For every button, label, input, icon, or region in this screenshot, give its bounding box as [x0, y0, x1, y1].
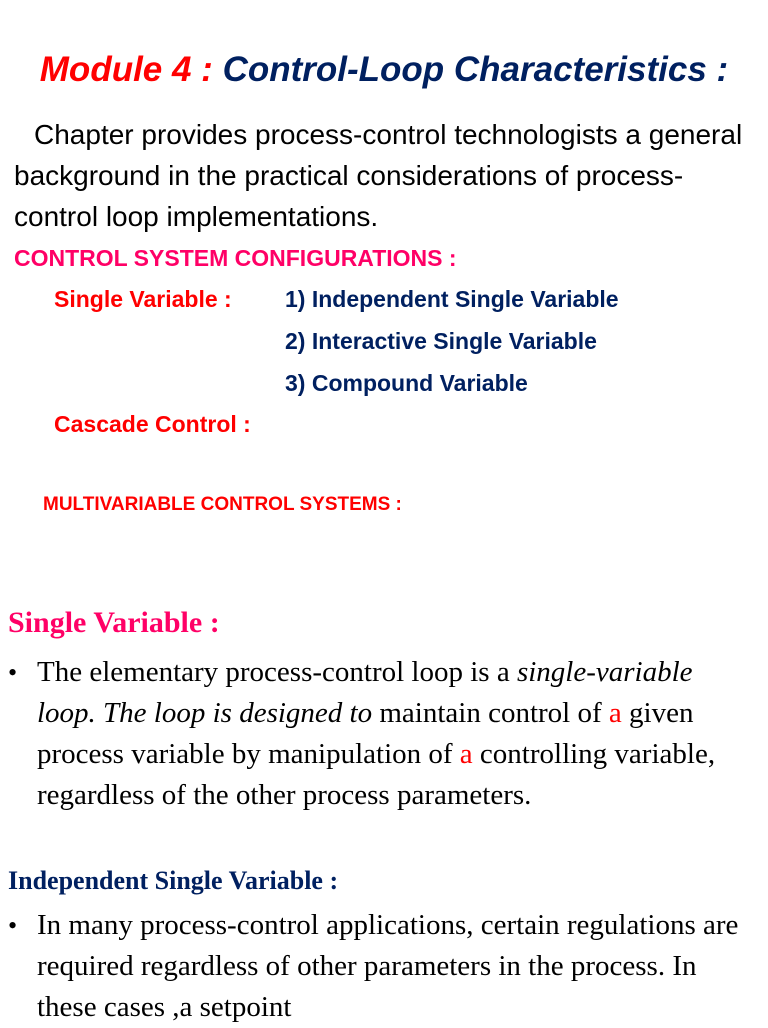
title-module: Module 4 :	[39, 50, 213, 89]
bullet-dot: •	[8, 911, 18, 940]
bullet-text-part: given process variable by manipulation of	[37, 697, 694, 770]
independent-single-variable-heading: Independent Single Variable :	[8, 866, 339, 895]
independent-bullet	[8, 905, 758, 1028]
cascade-control-label: Cascade Control :	[54, 411, 251, 437]
page-title	[0, 50, 768, 90]
bullet-text: In many process-control applications, certain regulations are required regardless of other parameters in the process. In these cases ,a setpoint	[37, 909, 739, 1023]
single-variable-label: Single Variable :	[54, 286, 232, 312]
single-variable-bullet	[8, 652, 758, 816]
bullet-text-highlight: a	[608, 697, 622, 729]
bullet-text-part: The elementary process-control loop is a	[37, 656, 517, 688]
title-colon: :	[716, 50, 729, 89]
bullet-text-part: maintain control of	[372, 697, 609, 729]
single-variable-item: 1) Independent Single Variable	[285, 286, 619, 312]
config-heading: CONTROL SYSTEM CONFIGURATIONS :	[14, 245, 457, 271]
bullet-text-highlight: a	[459, 738, 473, 770]
bullet-text-italic: single-variable loop. The loop is designed to	[37, 656, 693, 729]
multivariable-label: MULTIVARIABLE CONTROL SYSTEMS :	[43, 494, 402, 515]
intro-paragraph	[14, 114, 759, 237]
single-variable-heading: Single Variable :	[8, 606, 220, 639]
bullet-text	[37, 652, 758, 816]
intro-text: Chapter provides process-control technologists a general background in the practical considerations of process-control loop implementations.	[14, 119, 743, 232]
single-variable-item: 2) Interactive Single Variable	[285, 328, 597, 354]
bullet-text-part: controlling variable, regardless of the other process parameters.	[37, 738, 716, 811]
bullet-dot: •	[8, 658, 18, 687]
title-topic: Control-Loop Characteristics	[222, 50, 707, 89]
single-variable-item: 3) Compound Variable	[285, 370, 528, 396]
